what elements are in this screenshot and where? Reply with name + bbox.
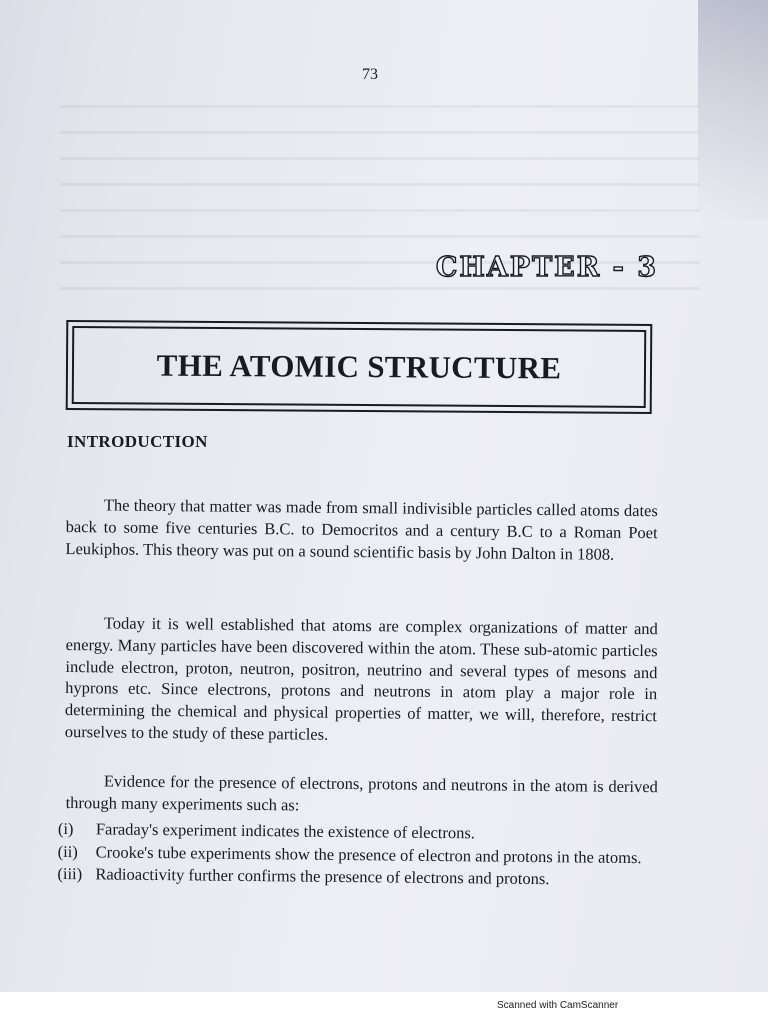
section-heading: INTRODUCTION	[67, 432, 208, 451]
list-marker: (iii)	[57, 863, 83, 884]
list-item-text: Faraday's experiment indicates the existence of electrons.	[95, 819, 476, 843]
paragraph-2: Today it is well established that atoms are complex organizations of matter and energy. Many particles have been discovered within the atom. These sub-atomic particles include electron, proton, neutron, positron, neutrino and several types of mesons and hyprons etc. Since electrons, protons and neutrons in atom play a major role in determining the chemical and physical properties of matter, we will, therefore, restrict ourselves to the study of these particles.	[64, 612, 658, 744]
page-fold-shadow	[698, 0, 768, 220]
list-item-text: Radioactivity further confirms the presence of electrons and protons.	[95, 864, 550, 889]
chapter-heading: CHAPTER - 3	[435, 252, 658, 283]
page-number: 73	[362, 66, 378, 83]
evidence-list	[57, 818, 662, 892]
title-box-inner	[72, 326, 647, 408]
paragraph-3: Evidence for the presence of electrons, protons and neutrons in the atom is derived through many experiments such as:	[65, 770, 658, 814]
page-title: THE ATOMIC STRUCTURE	[156, 347, 562, 386]
title-box	[66, 320, 653, 414]
list-marker: (i)	[57, 818, 74, 839]
list-marker: (ii)	[57, 841, 78, 861]
scanner-watermark: Scanned with CamScanner	[497, 1000, 619, 1011]
list-item-text: Crooke's tube experiments show the presence of electron and protons in the atoms.	[95, 841, 642, 867]
paragraph-1: The theory that matter was made from small indivisible particles called atoms dates back to some five centuries B.C. to Democritos and a century B.C to a Roman Poet Leukiphos. This theory was put on a sound scientific basis by John Dalton in 1808.	[65, 494, 658, 563]
